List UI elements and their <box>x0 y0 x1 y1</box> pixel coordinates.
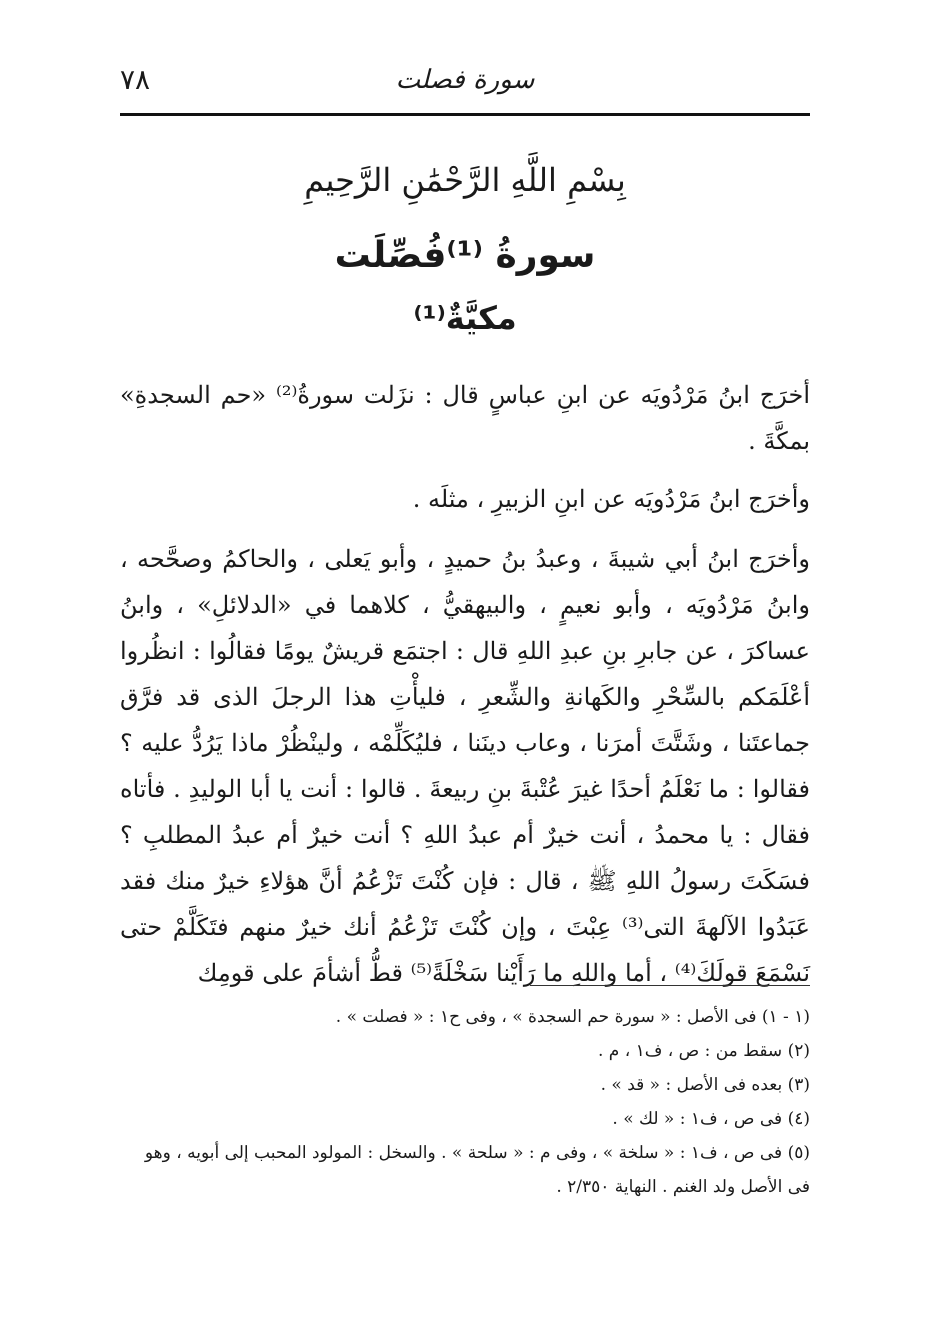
surah-type: مكيَّةٌ⁽¹⁾ <box>413 299 517 337</box>
footnote: (١ - ١) فى الأصل : « سورة حم السجدة » ، وفى ح١ : « فصلت » . <box>335 1007 810 1027</box>
paragraph-spacer <box>120 522 810 536</box>
footnote-rule <box>530 985 810 986</box>
running-title: سورة فصلت <box>395 65 535 95</box>
footnotes <box>120 1000 810 1204</box>
footnote: (٤) فى ص ، ف١ : « لك » . <box>612 1109 810 1129</box>
page-number: ٧٨ <box>120 63 151 96</box>
footnote: (٣) بعده فى الأصل : « قد » . <box>600 1075 810 1095</box>
paragraph: وأخرَج ابنُ مَرْدُويَه عن ابنِ الزبيرِ ، مثلَه . <box>412 485 810 513</box>
paragraph: وأخرَج ابنُ أبي شيبةَ ، وعبدُ بنُ حميدٍ ، وأبو يَعلى ، والحاكمُ وصحَّحه ، وابنُ مَرْدُويَه ، وأبو نعيمٍ ، والبيهقيُّ ، كلاهما في «الدلائلِ» ، وابنُ عساكرَ ، عن جابرِ بنِ عبدِ اللهِ قال : اجتمَع قريشٌ يومًا فقالُوا : انظُروا أعْلَمَكم بالسِّحْرِ والكَهانةِ والشِّعرِ ، فليأْتِ هذا الرجلَ الذى قد فرَّق جماعتَنا ، وشَتَّتَ أمرَنا ، وعاب دينَنا ، فليُكَلِّمْه ، ولينْظُرْ ماذا يَرُدُّ عليه ؟ فقالوا : ما نَعْلَمُ أحدًا غيرَ عُتْبةَ بنِ ربيعةَ . قالوا : أنت يا أبا الوليدِ . فأتاه فقال : يا محمدُ ، أنت خيرٌ أم عبدُ اللهِ ؟ أنت خيرٌ أم عبدُ المطلبِ ؟ فسَكَتَ رسولُ اللهِ ﷺ ، قال : فإن كُنْتَ تَزْعُمُ أنَّ هؤلاءِ خيرٌ منك فقد عَبَدُوا الآلهةَ التى⁽³⁾ عِبْتَ ، وإن كُنْتَ تَزْعُمُ أنك خيرٌ منهم فتَكَلَّمْ حتى نَسْمَعَ قولَكَ⁽⁴⁾ ، أما واللهِ ما رَأَيْنا سَخْلَةً⁽⁵⁾ قطُّ أشأمَ على قومِك <box>120 545 810 987</box>
page-header <box>120 60 810 100</box>
footnote: (٢) سقط من : ص ، ف١ ، م . <box>597 1041 810 1061</box>
footnote: (٥) فى ص ، ف١ : « سلخة » ، وفى م : « سلحة » . والسخل : المولود المحبب إلى أبويه ، وهو فى الأصل ولد الغنم . النهاية ٢/٣٥٠ . <box>144 1143 810 1197</box>
surah-title: سورةُ ⁽¹⁾فُصِّلَت <box>334 235 596 276</box>
paragraph: أخرَج ابنُ مَرْدُويَه عن ابنِ عباسٍ قال : نزَلت سورةُ⁽²⁾ «حم السجدةِ» بمكَّةَ . <box>120 381 810 455</box>
header-rule <box>120 113 810 116</box>
main-text <box>120 372 810 996</box>
basmala: بِسْمِ اللَّهِ الرَّحْمَٰنِ الرَّحِيمِ <box>304 161 626 199</box>
